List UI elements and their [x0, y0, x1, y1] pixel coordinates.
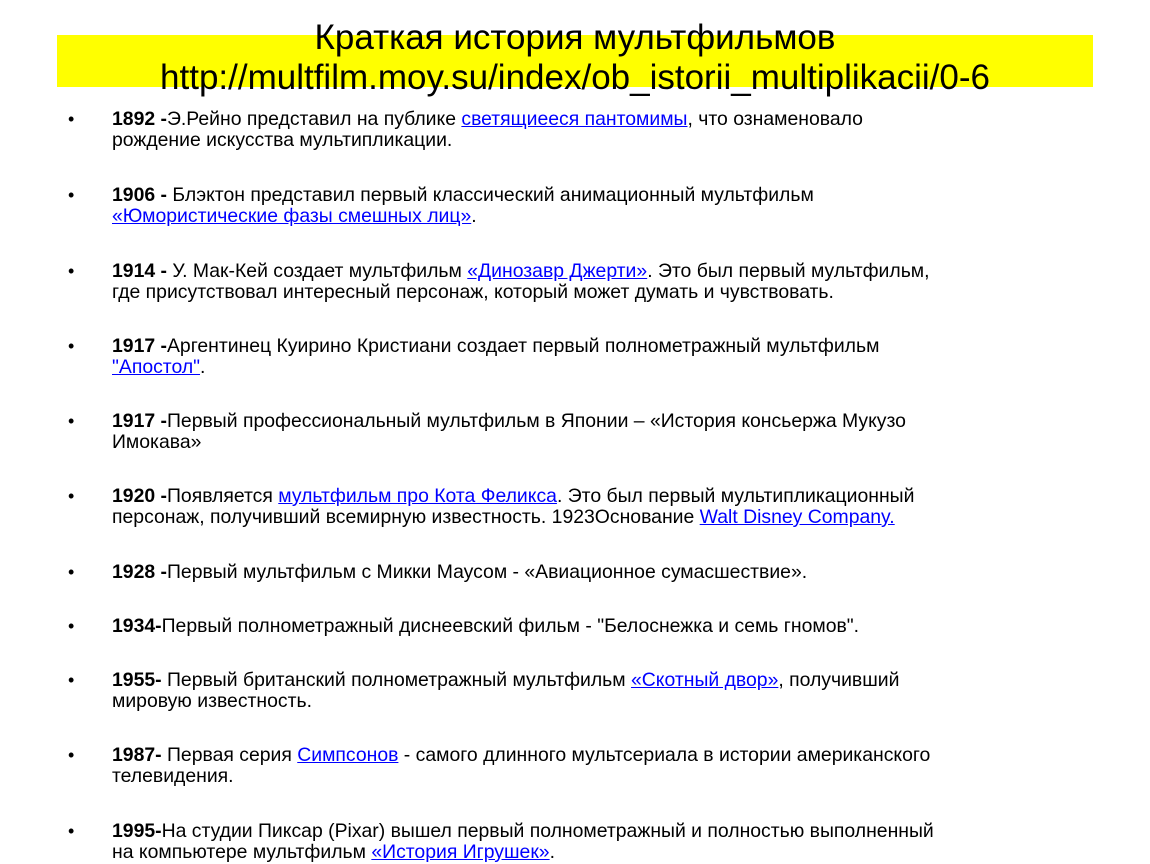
item-year: 1914 -	[112, 260, 167, 282]
item-text: Первая серия	[161, 744, 298, 766]
item-text: , получивший	[778, 669, 900, 691]
bullet-icon: •	[68, 562, 75, 582]
bullet-icon: •	[68, 336, 75, 356]
item-text: , что ознаменовало	[687, 108, 863, 130]
item-text: Блэктон представил первый классический анимационный мультфильм	[166, 184, 814, 206]
item-text-line-2: рождение искусства мультипликации.	[112, 129, 453, 151]
bullet-icon: •	[68, 185, 75, 205]
link-felix-the-cat[interactable]: мультфильм про Кота Феликса	[278, 485, 557, 507]
item-text: .	[549, 841, 555, 863]
item-text: . Это был первый мультфильм,	[647, 260, 930, 282]
item-year: 1920 -	[112, 485, 167, 507]
bullet-icon: •	[68, 670, 75, 690]
item-year: 1987-	[112, 744, 162, 766]
link-simpsons[interactable]: Симпсонов	[297, 744, 399, 766]
item-year: 1906 -	[112, 184, 167, 206]
item-year: 1955-	[112, 669, 162, 691]
item-text-line-2: телевидения.	[112, 765, 234, 787]
link-apostol[interactable]: "Апостол"	[112, 356, 201, 378]
bullet-icon: •	[68, 411, 75, 431]
item-text: на компьютере мультфильм	[112, 841, 372, 863]
item-text-line-2: мировую известность.	[112, 690, 312, 712]
item-text: Первый британский полнометражный мультфильм	[161, 669, 632, 691]
link-humorous-phases[interactable]: «Юмористические фазы смешных лиц»	[112, 205, 472, 227]
item-text: Э.Рейно представил на публике	[166, 108, 462, 130]
item-text: .	[471, 205, 477, 227]
item-year: 1928 -	[112, 561, 167, 583]
item-text: . Это был первый мультипликационный	[556, 485, 915, 507]
item-text: персонаж, получивший всемирную известность. 1923Основание	[112, 506, 700, 528]
title-line-1: Краткая история мультфильмов	[314, 18, 836, 57]
item-year: 1892 -	[112, 108, 167, 130]
item-text: Первый полнометражный диснеевский фильм - "Белоснежка и семь гномов".	[161, 615, 860, 637]
item-text: .	[200, 356, 206, 378]
item-text-line-2: где присутствовал интересный персонаж, который может думать и чувствовать.	[112, 281, 834, 303]
item-year: 1917 -	[112, 410, 167, 432]
bullet-icon: •	[68, 261, 75, 281]
link-animal-farm[interactable]: «Скотный двор»	[631, 669, 779, 691]
item-text: У. Мак-Кей создает мультфильм	[166, 260, 468, 282]
link-toy-story[interactable]: «История Игрушек»	[371, 841, 550, 863]
item-text: На студии Пиксар (Pixar) вышел первый полнометражный и полностью выполненный	[161, 820, 934, 842]
item-text: Появляется	[166, 485, 279, 507]
item-text: Аргентинец Куирино Кристиани создает первый полнометражный мультфильм	[166, 335, 880, 357]
item-text: Первый профессиональный мультфильм в Японии – «История консьержа Мукузо	[166, 410, 906, 432]
slide-title	[0, 18, 1150, 98]
item-text: Первый мультфильм с Микки Маусом - «Авиационное сумасшествие».	[166, 561, 808, 583]
item-text-line-2: Имокава»	[112, 431, 202, 453]
bullet-icon: •	[68, 616, 75, 636]
item-year: 1934-	[112, 615, 162, 637]
link-glowing-pantomimes[interactable]: светящиееся пантомимы	[461, 108, 688, 130]
bullet-icon: •	[68, 745, 75, 765]
item-year: 1917 -	[112, 335, 167, 357]
bullet-icon: •	[68, 821, 75, 841]
title-url[interactable]: http://multfilm.moy.su/index/ob_istorii_multiplikacii/0-6	[160, 58, 990, 97]
link-gertie-dinosaur[interactable]: «Динозавр Джерти»	[467, 260, 648, 282]
link-walt-disney-company[interactable]: Walt Disney Company.	[699, 506, 895, 528]
item-year: 1995-	[112, 820, 162, 842]
bullet-icon: •	[68, 109, 75, 129]
bullet-icon: •	[68, 486, 75, 506]
item-text: - самого длинного мультсериала в истории американского	[398, 744, 931, 766]
